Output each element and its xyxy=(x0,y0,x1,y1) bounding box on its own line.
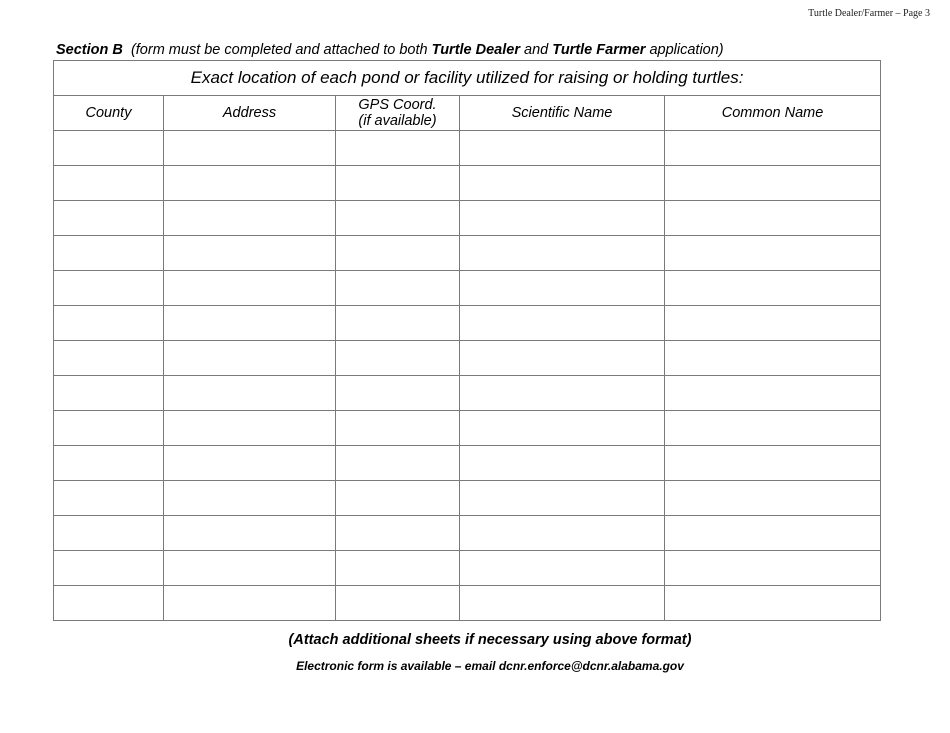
cell-county[interactable] xyxy=(54,201,164,236)
table-row xyxy=(54,516,881,551)
table-row xyxy=(54,376,881,411)
cell-common-name[interactable] xyxy=(665,306,881,341)
cell-gps[interactable] xyxy=(336,411,460,446)
cell-scientific-name[interactable] xyxy=(460,551,665,586)
cell-gps[interactable] xyxy=(336,306,460,341)
section-suffix: application) xyxy=(645,42,724,58)
table-row xyxy=(54,446,881,481)
section-instructions xyxy=(56,42,724,58)
gps-header-line1: GPS Coord. xyxy=(358,97,437,113)
cell-scientific-name[interactable] xyxy=(460,341,665,376)
cell-gps[interactable] xyxy=(336,516,460,551)
cell-scientific-name[interactable] xyxy=(460,481,665,516)
cell-address[interactable] xyxy=(164,341,336,376)
table-row xyxy=(54,271,881,306)
cell-common-name[interactable] xyxy=(665,516,881,551)
turtle-farmer-label: Turtle Farmer xyxy=(552,42,646,58)
gps-header-line2: (if available) xyxy=(358,113,437,129)
cell-county[interactable] xyxy=(54,516,164,551)
cell-county[interactable] xyxy=(54,376,164,411)
cell-scientific-name[interactable] xyxy=(460,236,665,271)
cell-common-name[interactable] xyxy=(665,166,881,201)
cell-scientific-name[interactable] xyxy=(460,516,665,551)
table-row xyxy=(54,481,881,516)
cell-address[interactable] xyxy=(164,586,336,621)
cell-common-name[interactable] xyxy=(665,341,881,376)
column-header-address: Address xyxy=(164,96,336,131)
cell-county[interactable] xyxy=(54,411,164,446)
cell-common-name[interactable] xyxy=(665,376,881,411)
column-header-gps xyxy=(336,96,460,131)
cell-common-name[interactable] xyxy=(665,586,881,621)
cell-gps[interactable] xyxy=(336,551,460,586)
cell-county[interactable] xyxy=(54,481,164,516)
cell-gps[interactable] xyxy=(336,166,460,201)
cell-scientific-name[interactable] xyxy=(460,376,665,411)
cell-common-name[interactable] xyxy=(665,411,881,446)
cell-county[interactable] xyxy=(54,166,164,201)
table-row xyxy=(54,411,881,446)
cell-county[interactable] xyxy=(54,341,164,376)
table-row xyxy=(54,166,881,201)
cell-address[interactable] xyxy=(164,166,336,201)
table-row xyxy=(54,306,881,341)
cell-address[interactable] xyxy=(164,201,336,236)
section-and: and xyxy=(519,42,553,58)
cell-gps[interactable] xyxy=(336,201,460,236)
table-row xyxy=(54,586,881,621)
turtle-dealer-label: Turtle Dealer xyxy=(431,42,520,58)
electronic-form-email-note: Electronic form is available – email dcnr.enforce@dcnr.alabama.gov xyxy=(296,659,684,673)
table-row xyxy=(54,341,881,376)
section-label: Section B xyxy=(56,42,123,58)
cell-gps[interactable] xyxy=(336,376,460,411)
cell-scientific-name[interactable] xyxy=(460,411,665,446)
cell-address[interactable] xyxy=(164,446,336,481)
column-header-scientific-name: Scientific Name xyxy=(460,96,665,131)
cell-gps[interactable] xyxy=(336,481,460,516)
cell-address[interactable] xyxy=(164,481,336,516)
cell-county[interactable] xyxy=(54,131,164,166)
page-header: Turtle Dealer/Farmer – Page 3 xyxy=(808,8,930,19)
cell-scientific-name[interactable] xyxy=(460,201,665,236)
cell-common-name[interactable] xyxy=(665,446,881,481)
column-header-common-name: Common Name xyxy=(665,96,881,131)
cell-common-name[interactable] xyxy=(665,551,881,586)
cell-gps[interactable] xyxy=(336,586,460,621)
cell-common-name[interactable] xyxy=(665,236,881,271)
cell-address[interactable] xyxy=(164,131,336,166)
cell-scientific-name[interactable] xyxy=(460,271,665,306)
table-row xyxy=(54,551,881,586)
cell-gps[interactable] xyxy=(336,271,460,306)
cell-common-name[interactable] xyxy=(665,271,881,306)
cell-common-name[interactable] xyxy=(665,481,881,516)
section-prefix: (form must be completed and attached to both xyxy=(130,42,432,58)
cell-address[interactable] xyxy=(164,516,336,551)
cell-gps[interactable] xyxy=(336,446,460,481)
cell-common-name[interactable] xyxy=(665,131,881,166)
cell-address[interactable] xyxy=(164,376,336,411)
cell-address[interactable] xyxy=(164,236,336,271)
attach-sheets-note: (Attach additional sheets if necessary using above format) xyxy=(288,632,692,648)
cell-gps[interactable] xyxy=(336,341,460,376)
cell-county[interactable] xyxy=(54,271,164,306)
cell-address[interactable] xyxy=(164,551,336,586)
cell-scientific-name[interactable] xyxy=(460,166,665,201)
cell-address[interactable] xyxy=(164,411,336,446)
cell-county[interactable] xyxy=(54,236,164,271)
cell-scientific-name[interactable] xyxy=(460,446,665,481)
cell-common-name[interactable] xyxy=(665,201,881,236)
table-row xyxy=(54,131,881,166)
column-header-county: County xyxy=(54,96,164,131)
table-row xyxy=(54,236,881,271)
table-title: Exact location of each pond or facility utilized for raising or holding turtles: xyxy=(54,61,881,96)
cell-scientific-name[interactable] xyxy=(460,586,665,621)
cell-county[interactable] xyxy=(54,586,164,621)
cell-gps[interactable] xyxy=(336,131,460,166)
cell-county[interactable] xyxy=(54,306,164,341)
cell-scientific-name[interactable] xyxy=(460,131,665,166)
cell-county[interactable] xyxy=(54,446,164,481)
cell-county[interactable] xyxy=(54,551,164,586)
cell-address[interactable] xyxy=(164,306,336,341)
cell-scientific-name[interactable] xyxy=(460,306,665,341)
table-body xyxy=(54,131,881,621)
table-row xyxy=(54,201,881,236)
cell-gps[interactable] xyxy=(336,236,460,271)
cell-address[interactable] xyxy=(164,271,336,306)
facility-location-table xyxy=(53,60,881,621)
